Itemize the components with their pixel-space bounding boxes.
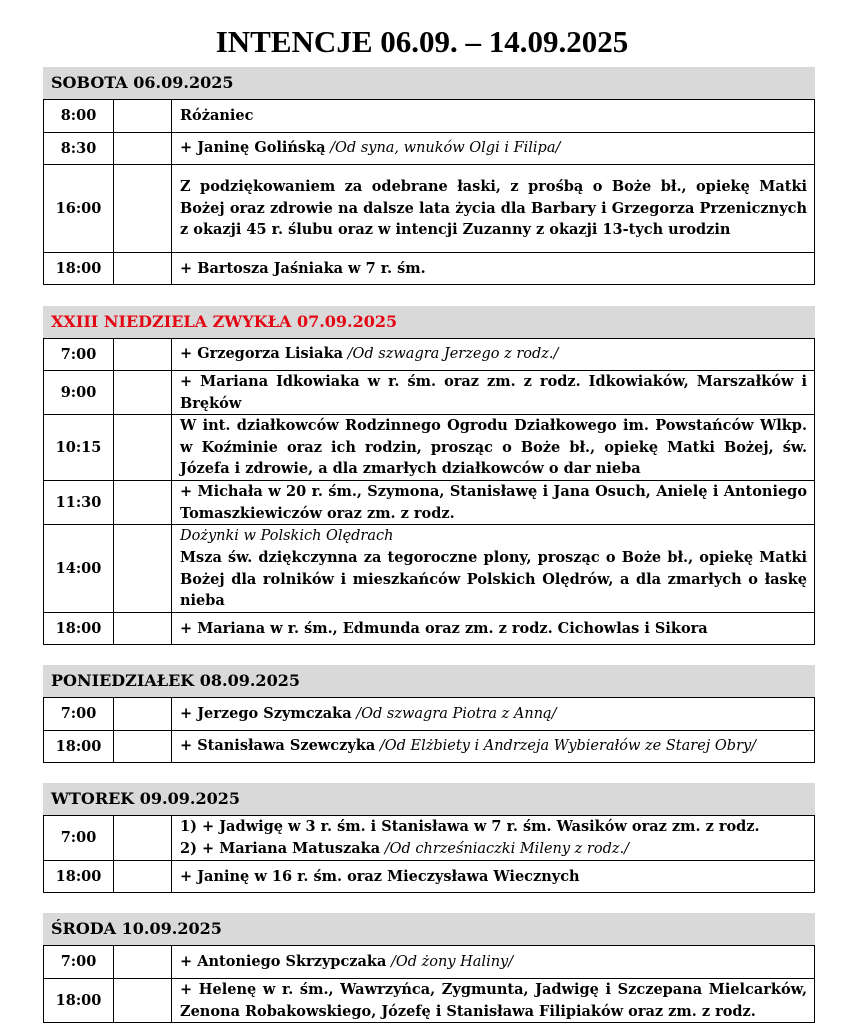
empty-cell xyxy=(114,613,172,645)
table-row xyxy=(44,946,815,979)
intention-text xyxy=(172,698,815,731)
day-header: SOBOTA 06.09.2025 xyxy=(43,67,815,99)
table-row xyxy=(44,979,815,1023)
intention-text xyxy=(172,979,815,1023)
intention-text xyxy=(172,861,815,893)
empty-cell xyxy=(114,253,172,285)
intention-note: /Od szwagra Jerzego z rodz./ xyxy=(343,346,559,363)
intention-main: W int. działkowców Rodzinnego Ogrodu Działkowego im. Powstańców Wlkp. w Koźminie oraz ich rodzin, prosząc o Boże bł., opiekę Matki Bożej, św. Józefa i zdrowie, a dla zmarłych działkowców o dar nieba xyxy=(180,417,807,478)
day-section-wednesday xyxy=(43,913,815,1023)
intention-main: Z podziękowaniem za odebrane łaski, z prośbą o Boże bł., opiekę Matki Bożej oraz zdrowie na dalsze lata życia dla Barbary i Grzegorza Przenicznych z okazji 45 r. ślubu oraz w intencji Zuzanny z okazji 13-tych urodzin xyxy=(180,178,807,239)
mass-time: 8:30 xyxy=(44,133,114,165)
mass-time: 18:00 xyxy=(44,731,114,763)
intention-main: + Mariana w r. śm., Edmunda oraz zm. z rodz. Cichowlas i Sikora xyxy=(180,619,708,637)
table-row xyxy=(44,698,815,731)
empty-cell xyxy=(114,371,172,415)
intention-text xyxy=(172,165,815,253)
intention-text xyxy=(172,100,815,133)
table-row xyxy=(44,165,815,253)
intention-note: /Od żony Haliny/ xyxy=(386,953,514,970)
intention-main: + Janinę w 16 r. śm. oraz Mieczysława Wiecznych xyxy=(180,867,580,885)
intentions-table xyxy=(43,338,815,645)
intention-main: 1) + Jadwigę w 3 r. śm. i Stanisława w 7 r. śm. Wasików oraz zm. z rodz. xyxy=(180,818,760,835)
empty-cell xyxy=(114,979,172,1023)
empty-cell xyxy=(114,946,172,979)
mass-time: 7:00 xyxy=(44,946,114,979)
intention-text xyxy=(172,133,815,165)
day-section-saturday xyxy=(43,67,815,285)
day-section-monday xyxy=(43,665,815,763)
intentions-table xyxy=(43,99,815,285)
mass-time: 10:15 xyxy=(44,415,114,481)
intention-text xyxy=(172,613,815,645)
mass-time: 14:00 xyxy=(44,525,114,613)
mass-time: 16:00 xyxy=(44,165,114,253)
intention-text xyxy=(172,339,815,371)
intentions-table xyxy=(43,945,815,1023)
table-row xyxy=(44,415,815,481)
intention-main: + Grzegorza Lisiaka xyxy=(180,345,344,363)
table-row xyxy=(44,861,815,893)
empty-cell xyxy=(114,481,172,525)
intentions-table xyxy=(43,697,815,763)
intention-main: + Antoniego Skrzypczaka xyxy=(180,952,387,970)
intention-text xyxy=(172,415,815,481)
empty-cell xyxy=(114,165,172,253)
table-row xyxy=(44,371,815,415)
day-header: ŚRODA 10.09.2025 xyxy=(43,913,815,945)
intention-note: /Od szwagra Piotra z Anną/ xyxy=(351,705,557,722)
intentions-table xyxy=(43,815,815,893)
mass-time: 18:00 xyxy=(44,979,114,1023)
empty-cell xyxy=(114,698,172,731)
intention-text xyxy=(172,371,815,415)
empty-cell xyxy=(114,100,172,133)
intention-main: + Helenę w r. śm., Wawrzyńca, Zygmunta, Jadwigę i Szczepana Mielcarków, Zenona Robakowskiego, Józefę i Stanisława Filipiaków oraz zm. z rodz. xyxy=(180,981,807,1020)
table-row xyxy=(44,481,815,525)
mass-time: 7:00 xyxy=(44,698,114,731)
table-row xyxy=(44,816,815,861)
intention-main: + Stanisława Szewczyka xyxy=(180,737,376,755)
intention-main: + Bartosza Jaśniaka w 7 r. śm. xyxy=(180,259,426,277)
intention-text xyxy=(172,253,815,285)
table-row xyxy=(44,100,815,133)
empty-cell xyxy=(114,861,172,893)
mass-time: 18:00 xyxy=(44,613,114,645)
table-row xyxy=(44,253,815,285)
intention-main-2: 2) + Mariana Matuszaka xyxy=(180,839,381,857)
empty-cell xyxy=(114,133,172,165)
intention-main: + Janinę Golińską xyxy=(180,139,326,157)
mass-time: 18:00 xyxy=(44,861,114,893)
table-row xyxy=(44,339,815,371)
table-row xyxy=(44,133,815,165)
intention-text xyxy=(172,946,815,979)
intention-main: + Mariana Idkowiaka w r. śm. oraz zm. z rodz. Idkowiaków, Marszałków i Bręków xyxy=(180,373,807,412)
page-title: INTENCJE 06.09. – 14.09.2025 xyxy=(215,24,629,59)
empty-cell xyxy=(114,415,172,481)
empty-cell xyxy=(114,339,172,371)
intention-subtitle: Dożynki w Polskich Olędrach xyxy=(180,527,394,544)
day-header: WTOREK 09.09.2025 xyxy=(43,783,815,815)
mass-time: 8:00 xyxy=(44,100,114,133)
day-section-sunday xyxy=(43,306,815,645)
intention-main: + Jerzego Szymczaka xyxy=(180,704,352,722)
intention-text xyxy=(172,731,815,763)
intention-note: /Od syna, wnuków Olgi i Filipa/ xyxy=(325,140,561,157)
mass-time: 9:00 xyxy=(44,371,114,415)
intention-note: /Od Elżbiety i Andrzeja Wybierałów ze Starej Obry/ xyxy=(375,738,757,755)
table-row xyxy=(44,613,815,645)
mass-time: 11:30 xyxy=(44,481,114,525)
intention-main: Różaniec xyxy=(180,107,254,125)
intention-main: Msza św. dziękczynna za tegoroczne plony, prosząc o Boże bł., opiekę Matki Bożej dla rolników i mieszkańców Polskich Olędrów, a dla zmarłych o łaskę nieba xyxy=(180,549,807,609)
intention-text xyxy=(172,481,815,525)
intention-main: + Michała w 20 r. śm., Szymona, Stanisławę i Jana Osuch, Anielę i Antoniego Tomaszkiewiczów oraz zm. z rodz. xyxy=(180,483,807,522)
intention-text xyxy=(172,525,815,613)
day-header: PONIEDZIAŁEK 08.09.2025 xyxy=(43,665,815,697)
intention-note: /Od chrześniaczki Mileny z rodz./ xyxy=(380,840,630,857)
intention-text xyxy=(172,816,815,861)
mass-time: 18:00 xyxy=(44,253,114,285)
mass-time: 7:00 xyxy=(44,816,114,861)
empty-cell xyxy=(114,525,172,613)
empty-cell xyxy=(114,816,172,861)
day-header: XXIII NIEDZIELA ZWYKŁA 07.09.2025 xyxy=(43,306,815,338)
mass-time: 7:00 xyxy=(44,339,114,371)
empty-cell xyxy=(114,731,172,763)
table-row xyxy=(44,731,815,763)
table-row xyxy=(44,525,815,613)
day-section-tuesday xyxy=(43,783,815,893)
